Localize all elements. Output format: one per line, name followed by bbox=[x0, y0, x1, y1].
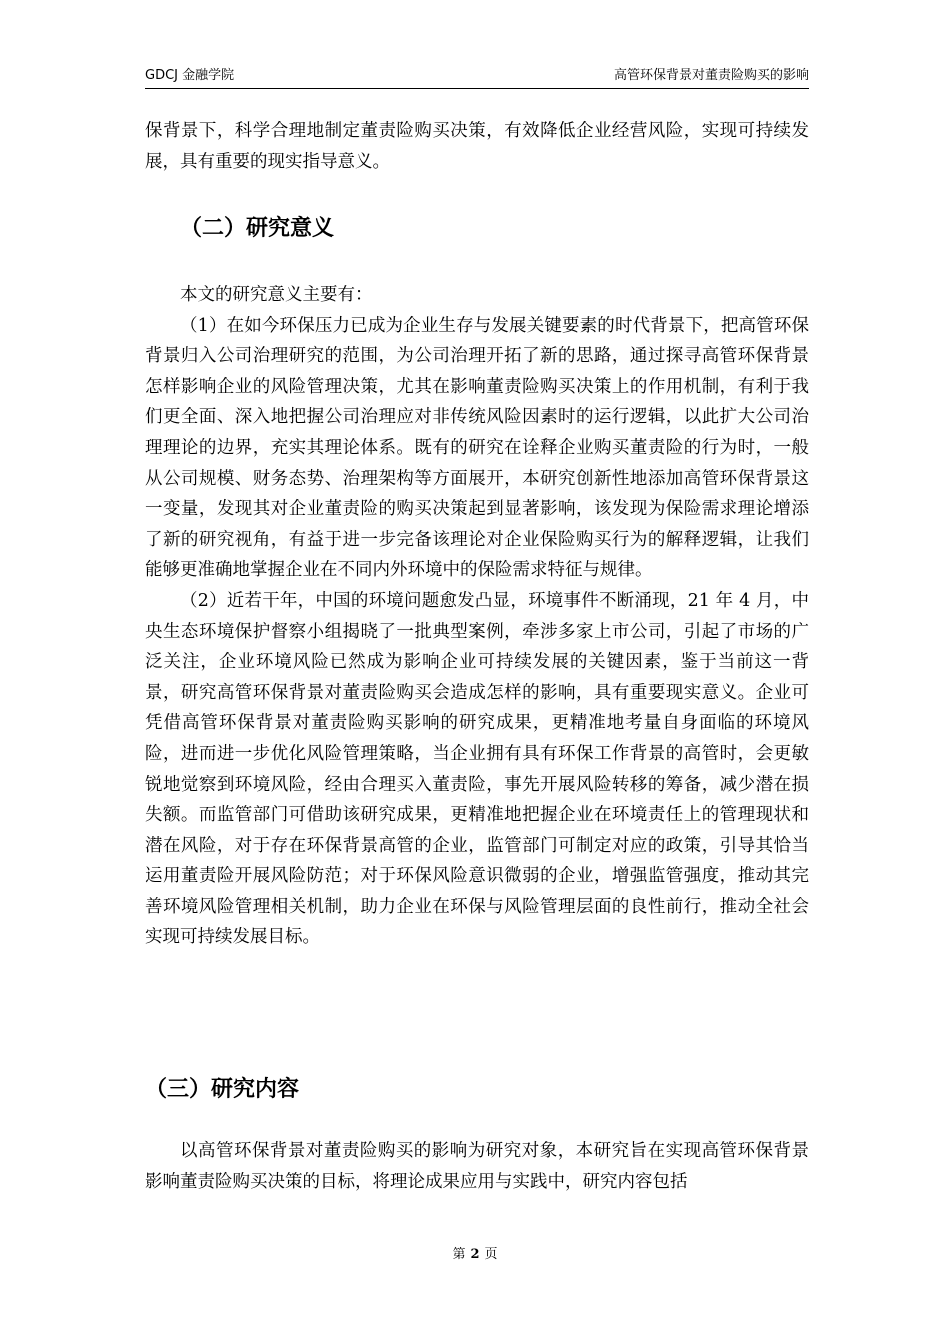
footer-prefix: 第 bbox=[452, 1247, 466, 1262]
header-document-title: 高管环保背景对董责险购买的影响 bbox=[613, 68, 809, 83]
page-header bbox=[145, 66, 809, 89]
research-content-body bbox=[145, 1136, 809, 1197]
research-significance-point-1: （1）在如今环保压力已成为企业生存与发展关键要素的时代背景下，把高管环保背景归入公司治理研究的范围，为公司治理开拓了新的思路，通过探寻高管环保背景怎样影响企业的风险管理决策，尤其在影响董责险购买决策上的作用机制，有利于我们更全面、深入地把握公司治理应对非传统风险因素时的运行逻辑，以此扩大公司治理理论的边界，充实其理论体系。既有的研究在诠释企业购买董责险的行为时，一般从公司规模、财务态势、治理架构等方面展开，本研究创新性地添加高管环保背景这一变量，发现其对企业董责险的购买决策起到显著影响，该发现为保险需求理论增添了新的研究视角，有益于进一步完备该理论对企业保险购买行为的解释逻辑，让我们能够更准确地掌握企业在不同内外环境中的保险需求特征与规律。 bbox=[145, 315, 809, 581]
research-significance-point-2: （2）近若干年，中国的环境问题愈发凸显，环境事件不断涌现，21 年 4 月，中央生态环境保护督察小组揭晓了一批典型案例，牵涉多家上市公司，引起了市场的广泛关注，企业环境风险已然成为影响企业可持续发展的关键因素，鉴于当前这一背景，研究高管环保背景对董责险购买会造成怎样的影响，具有重要现实意义。企业可凭借高管环保背景对董责险购买影响的研究成果，更精准地考量自身面临的环境风险，进而进一步优化风险管理策略，当企业拥有具有环保工作背景的高管时，会更敏锐地觉察到环境风险，经由合理买入董责险，事先开展风险转移的筹备，减少潜在损失额。而监管部门可借助该研究成果，更精准地把握企业在环境责任上的管理现状和潜在风险，对于存在环保背景高管的企业，监管部门可制定对应的政策，引导其恰当运用董责险开展风险防范；对于环保风险意识微弱的企业，增强监管强度，推动其完善环境风险管理相关机制，助力企业在环保与风险管理层面的良性前行，推动全社会实现可持续发展目标。 bbox=[145, 590, 809, 948]
header-institution: GDCJ 金融学院 bbox=[145, 68, 235, 83]
section-heading-research-significance: （二）研究意义 bbox=[180, 216, 335, 241]
research-content-paragraph: 以高管环保背景对董责险购买的影响为研究对象，本研究旨在实现高管环保背景影响董责险购买决策的目标，将理论成果应用与实践中，研究内容包括 bbox=[145, 1141, 809, 1192]
intro-continuation-paragraph: 保背景下，科学合理地制定董责险购买决策，有效降低企业经营风险，实现可持续发展，具有重要的现实指导意义。 bbox=[145, 121, 809, 172]
research-significance-body bbox=[145, 280, 809, 953]
page-footer bbox=[0, 1246, 950, 1264]
footer-suffix: 页 bbox=[484, 1247, 498, 1262]
page-number: 2 bbox=[470, 1247, 480, 1262]
section-heading-research-content: （三）研究内容 bbox=[145, 1077, 300, 1102]
research-significance-lead: 本文的研究意义主要有： bbox=[180, 285, 373, 305]
intro-continuation-block bbox=[145, 116, 809, 177]
